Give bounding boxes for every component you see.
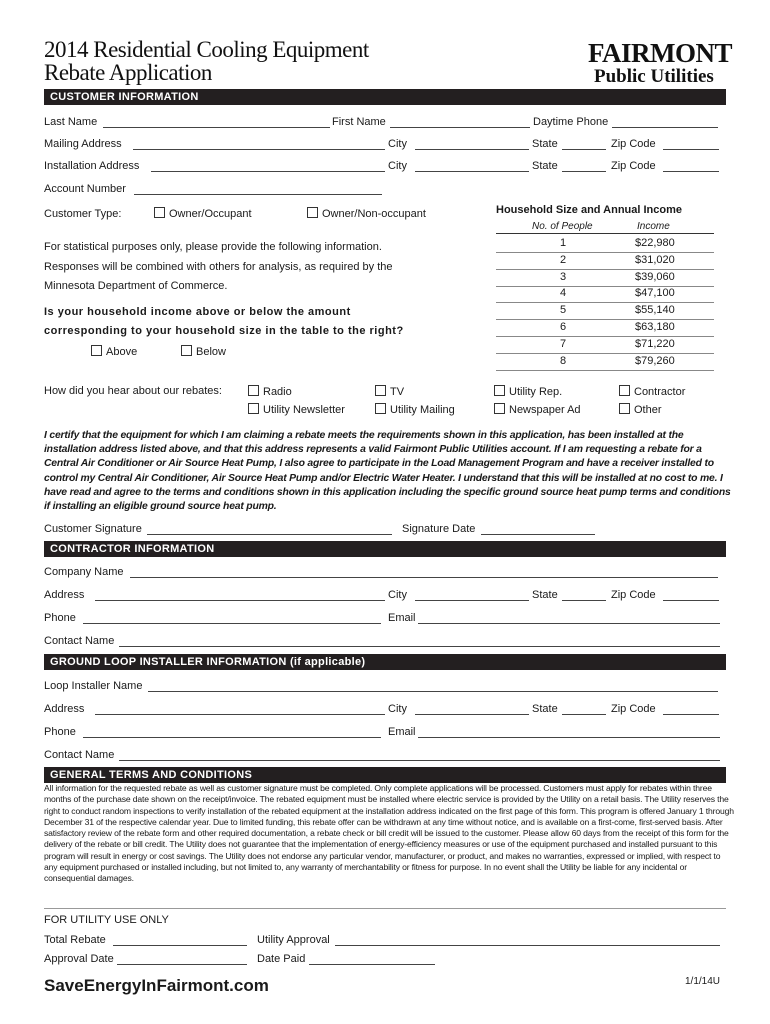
- household-table-title: Household Size and Annual Income: [496, 204, 683, 216]
- contractor-state-field[interactable]: [562, 600, 606, 601]
- source-utility-rep-checkbox[interactable]: [494, 385, 505, 396]
- household-row: [496, 302, 714, 320]
- source-tv-checkbox[interactable]: [375, 385, 386, 396]
- statistical-note-line-2: Responses will be combined with others for analysis, as required by the: [44, 261, 393, 273]
- income-below-option[interactable]: [181, 345, 226, 358]
- first-name-label: First Name: [332, 116, 386, 128]
- household-people-cell: 5: [560, 304, 567, 317]
- loop-city-field[interactable]: [415, 714, 529, 715]
- owner-non-occupant-option[interactable]: [307, 207, 426, 220]
- household-col-people: No. of People: [532, 221, 593, 232]
- source-option[interactable]: [494, 385, 562, 398]
- mailing-address-label: Mailing Address: [44, 138, 122, 150]
- hear-about-label: How did you hear about our rebates:: [44, 385, 222, 397]
- contractor-city-field[interactable]: [415, 600, 529, 601]
- source-option[interactable]: [619, 385, 685, 398]
- contractor-phone-field[interactable]: [83, 623, 381, 624]
- customer-section-heading: CUSTOMER INFORMATION: [44, 89, 726, 105]
- household-col-income: Income: [637, 221, 670, 232]
- source-mailing-label: Utility Mailing: [390, 404, 455, 416]
- household-people-cell: 1: [560, 237, 567, 249]
- source-option[interactable]: [375, 403, 455, 416]
- statistical-note-line-1: For statistical purposes only, please provide the following information.: [44, 241, 382, 253]
- mailing-state-label: State: [532, 138, 558, 150]
- date-paid-label: Date Paid: [257, 953, 306, 965]
- household-row: [496, 252, 714, 270]
- loop-phone-field[interactable]: [83, 737, 381, 738]
- household-header-rule: [496, 233, 714, 234]
- source-radio-label: Radio: [263, 386, 292, 398]
- loop-email-field[interactable]: [418, 737, 720, 738]
- loop-contact-label: Contact Name: [44, 749, 115, 761]
- household-people-cell: 2: [560, 253, 567, 266]
- signature-date-field[interactable]: [481, 534, 595, 535]
- source-newsletter-checkbox[interactable]: [248, 403, 259, 414]
- contractor-email-field[interactable]: [418, 623, 720, 624]
- household-income-cell: $79,260: [635, 354, 675, 367]
- household-income-cell: $39,060: [635, 270, 675, 283]
- last-name-field[interactable]: [103, 127, 330, 128]
- certification-statement: I certify that the equipment for which I am claiming a rebate meets the requirements shown in this application, has been installed at the installation address listed above, and that this address represents a valid Fairmont Public Utilities account. If I am requesting a rebate for a Central Air Conditioner or Air Source Heat Pump, I also agree to participate in the Load Management Program and have a receiver installed to control my Central Air Conditioner, Air Source Heat Pump and/or Electric Water Heater. I understand that this will be installed at no cost to me. I have read and agree to the terms and conditions shown in this application including the specific ground source heat pump terms and conditions if installing an eligible ground source heat pump.: [44, 430, 731, 513]
- company-name-field[interactable]: [130, 577, 718, 578]
- income-below-checkbox[interactable]: [181, 345, 192, 356]
- contractor-zip-label: Zip Code: [611, 589, 656, 601]
- contractor-phone-label: Phone: [44, 612, 76, 624]
- owner-occupant-checkbox[interactable]: [154, 207, 165, 218]
- loop-address-label: Address: [44, 703, 85, 715]
- owner-non-occupant-checkbox[interactable]: [307, 207, 318, 218]
- source-other-label: Other: [634, 404, 662, 416]
- income-above-checkbox[interactable]: [91, 345, 102, 356]
- source-option[interactable]: [248, 403, 345, 416]
- household-row: [496, 319, 714, 337]
- household-people-cell: 6: [560, 321, 567, 333]
- loop-phone-label: Phone: [44, 726, 76, 738]
- approval-date-label: Approval Date: [44, 953, 114, 965]
- income-question-line-1: Is your household income above or below the amount: [44, 306, 351, 318]
- source-option[interactable]: [375, 385, 404, 398]
- household-income-cell: $55,140: [635, 304, 675, 317]
- terms-section-heading: GENERAL TERMS AND CONDITIONS: [44, 767, 726, 783]
- household-row: [496, 336, 714, 354]
- customer-type-label: Customer Type:: [44, 208, 122, 220]
- household-income-cell: $71,220: [635, 337, 675, 350]
- mailing-zip-field[interactable]: [663, 149, 719, 150]
- source-contractor-label: Contractor: [634, 386, 686, 398]
- installation-state-label: State: [532, 160, 558, 172]
- household-row: [496, 285, 714, 303]
- utility-approval-label: Utility Approval: [257, 934, 330, 946]
- source-radio-checkbox[interactable]: [248, 385, 259, 396]
- daytime-phone-label: Daytime Phone: [533, 116, 609, 128]
- mailing-zip-label: Zip Code: [611, 138, 656, 150]
- approval-date-field[interactable]: [117, 964, 247, 965]
- source-newspaper-checkbox[interactable]: [494, 403, 505, 414]
- owner-occupant-label: Owner/Occupant: [169, 208, 252, 220]
- contractor-city-label: City: [388, 589, 407, 601]
- household-income-cell: $22,980: [635, 237, 675, 249]
- income-above-label: Above: [106, 346, 138, 358]
- source-other-checkbox[interactable]: [619, 403, 630, 414]
- installation-city-field[interactable]: [415, 171, 529, 172]
- household-income-cell: $47,100: [635, 287, 675, 300]
- loop-installer-name-label: Loop Installer Name: [44, 680, 143, 692]
- source-newsletter-label: Utility Newsletter: [263, 404, 345, 416]
- source-option[interactable]: [619, 403, 662, 416]
- loop-zip-label: Zip Code: [611, 703, 656, 715]
- mailing-city-label: City: [388, 138, 407, 150]
- owner-non-occupant-label: Owner/Non-occupant: [322, 208, 426, 220]
- loop-state-label: State: [532, 703, 558, 715]
- loop-installer-section-heading: GROUND LOOP INSTALLER INFORMATION (if applicable): [44, 654, 726, 670]
- contractor-contact-label: Contact Name: [44, 635, 115, 647]
- installation-city-label: City: [388, 160, 407, 172]
- loop-email-label: Email: [388, 726, 416, 738]
- account-number-field[interactable]: [134, 194, 382, 195]
- customer-signature-label: Customer Signature: [44, 523, 142, 535]
- installation-zip-field[interactable]: [663, 171, 719, 172]
- form-title: [44, 38, 369, 84]
- installation-address-field[interactable]: [151, 171, 385, 172]
- owner-occupant-option[interactable]: [154, 207, 252, 220]
- household-people-cell: 7: [560, 337, 567, 350]
- date-paid-field[interactable]: [309, 964, 435, 965]
- household-people-cell: 8: [560, 354, 567, 367]
- contractor-section-heading: CONTRACTOR INFORMATION: [44, 541, 726, 557]
- income-above-option[interactable]: [91, 345, 137, 358]
- household-row: [496, 269, 714, 287]
- income-question-line-2: corresponding to your household size in the table to the right?: [44, 325, 404, 337]
- customer-signature-field[interactable]: [147, 534, 392, 535]
- contractor-state-label: State: [532, 589, 558, 601]
- installation-zip-label: Zip Code: [611, 160, 656, 172]
- income-below-label: Below: [196, 346, 226, 358]
- title-line-2: Rebate Application: [44, 60, 212, 85]
- utility-use-heading: FOR UTILITY USE ONLY: [44, 914, 169, 926]
- logo-subtitle: Public Utilities: [594, 66, 714, 87]
- loop-contact-field[interactable]: [119, 760, 720, 761]
- footer-website: SaveEnergyInFairmont.com: [44, 976, 269, 995]
- household-row: [496, 235, 714, 253]
- utility-divider: [44, 908, 726, 909]
- utility-approval-field[interactable]: [335, 945, 720, 946]
- total-rebate-field[interactable]: [113, 945, 247, 946]
- source-option[interactable]: [248, 385, 292, 398]
- installation-address-label: Installation Address: [44, 160, 140, 172]
- terms-text: All information for the requested rebate as well as customer signature must be completed. Only complete applications will be processed. Customers must apply for rebates within three months of the purchase date shown on the receipt/invoice. The rebated equipment must be installed where electric service is provided by the Utility on a retail basis. The Utility reserves the right to conduct random inspections to verify installation of the rebated equipment at the installation address indicated on the first page of this form. This program is offered January 1 through December 31 of the respective calendar year. Due to limited funding, this rebate offer can be withdrawn at any time without notice, and is available on a first-come, first-served basis. After satisfactory review of the rebate form and other required documentation, a rebate check or bill credit will be issued to the customer. Please allow 60 days from the receipt of this form for the delivery of the rebate or bill credit. The Utility does not guarantee that the implementation of energy-efficiency measures or use of the equipment purchased and installed pursuant to this program will result in energy or cost savings. The Utility does not endorse any particular vendor, manufacturer, or product, and makes no warranties, expressed or implied, with respect to any equipment purchased or installed including, but not limited to, any warranty of merchantability or fitness for purpose. In no event shall the Utility be liable for any incidental or consequential damages.: [44, 783, 734, 884]
- household-people-cell: 3: [560, 270, 567, 283]
- loop-zip-field[interactable]: [663, 714, 719, 715]
- installation-state-field[interactable]: [562, 171, 606, 172]
- first-name-field[interactable]: [390, 127, 530, 128]
- total-rebate-label: Total Rebate: [44, 934, 106, 946]
- mailing-city-field[interactable]: [415, 149, 529, 150]
- mailing-state-field[interactable]: [562, 149, 606, 150]
- last-name-label: Last Name: [44, 116, 98, 128]
- household-income-cell: $63,180: [635, 321, 675, 333]
- logo-name: FAIRMONT: [588, 38, 732, 68]
- title-line-1: 2014 Residential Cooling Equipment: [44, 37, 369, 62]
- household-people-cell: 4: [560, 287, 567, 300]
- mailing-address-field[interactable]: [133, 149, 385, 150]
- signature-date-label: Signature Date: [402, 523, 476, 535]
- contractor-contact-field[interactable]: [119, 646, 720, 647]
- household-income-cell: $31,020: [635, 253, 675, 266]
- contractor-address-field[interactable]: [95, 600, 385, 601]
- loop-city-label: City: [388, 703, 407, 715]
- source-contractor-checkbox[interactable]: [619, 385, 630, 396]
- contractor-email-label: Email: [388, 612, 416, 624]
- source-mailing-checkbox[interactable]: [375, 403, 386, 414]
- company-name-label: Company Name: [44, 566, 124, 578]
- form-version: 1/1/14U: [685, 976, 721, 987]
- loop-installer-name-field[interactable]: [148, 691, 718, 692]
- daytime-phone-field[interactable]: [612, 127, 718, 128]
- loop-address-field[interactable]: [95, 714, 385, 715]
- source-newspaper-label: Newspaper Ad: [509, 404, 581, 416]
- source-option[interactable]: [494, 403, 581, 416]
- loop-state-field[interactable]: [562, 714, 606, 715]
- source-tv-label: TV: [390, 386, 405, 398]
- contractor-zip-field[interactable]: [663, 600, 719, 601]
- household-row: [496, 353, 714, 371]
- statistical-note-line-3: Minnesota Department of Commerce.: [44, 280, 228, 292]
- account-number-label: Account Number: [44, 183, 126, 195]
- source-utility-rep-label: Utility Rep.: [509, 386, 563, 398]
- contractor-address-label: Address: [44, 589, 85, 601]
